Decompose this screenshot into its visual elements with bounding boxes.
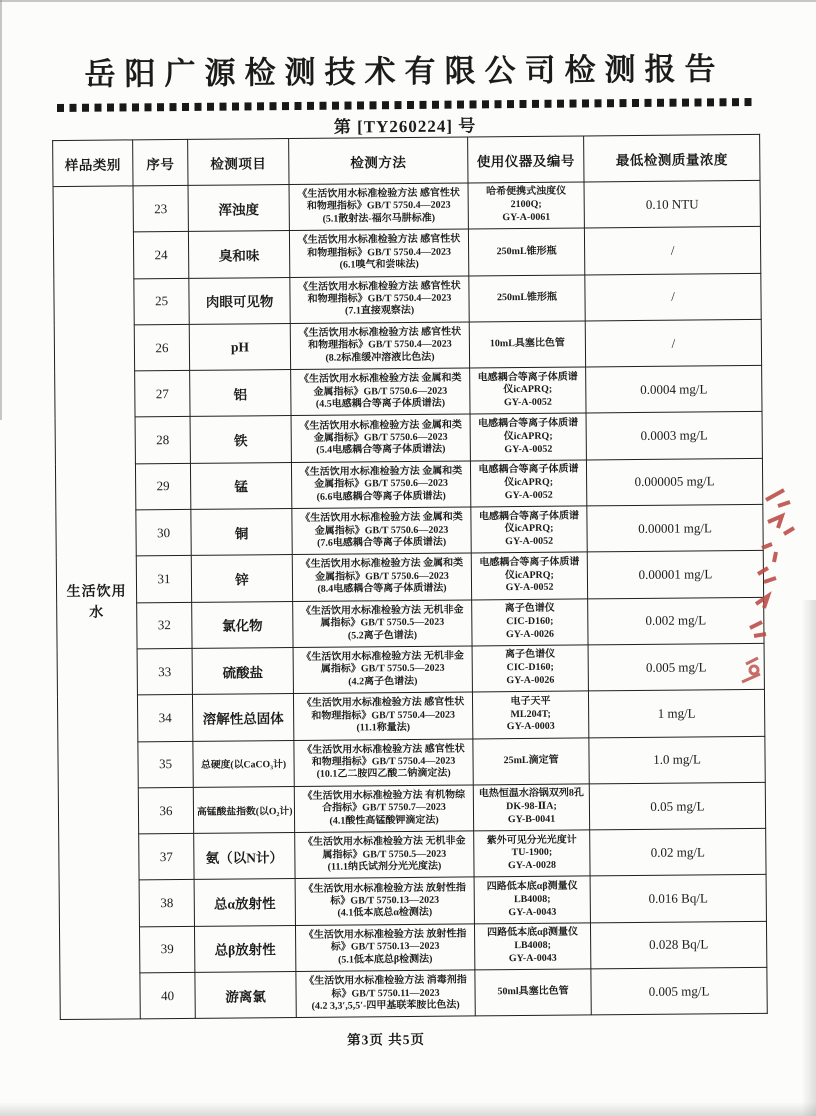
- instrument-cell: [468, 182, 584, 229]
- method-cell: [292, 553, 471, 601]
- method-text: 《生活饮用水标准检验方法 感官性状和物理指标》GB/T 5750.4—2023: [297, 233, 461, 259]
- method-text: 《生活饮用水标准检验方法 无机非金属指标》GB/T 5750.5—2023: [302, 835, 466, 861]
- method-cell: [289, 229, 468, 277]
- seq-cell: 33: [137, 648, 192, 695]
- limit-cell: 0.016 Bq/L: [590, 875, 766, 923]
- report-title: 岳阳广源检测技术有限公司检测报告: [84, 51, 725, 92]
- limit-cell: 0.0004 mg/L: [586, 366, 762, 414]
- instrument-line: GY-A-0052: [504, 443, 553, 455]
- limit-cell: 1 mg/L: [588, 690, 764, 738]
- instrument-line: 电感耦合等离子体质谱仪icAPRQ;: [479, 556, 580, 581]
- limit-cell: 0.005 mg/L: [591, 967, 767, 1015]
- table-row: [58, 782, 765, 834]
- limit-cell: 0.02 mg/L: [590, 829, 766, 877]
- method-cell: [290, 322, 469, 370]
- method-clause: (5.4电感耦合等离子体质谱法): [316, 444, 446, 457]
- instrument-cell: [472, 599, 588, 646]
- method-text: 《生活饮用水标准检验方法 无机非金属指标》GB/T 5750.5—2023: [301, 650, 464, 676]
- col-header-item: 检测项目: [188, 139, 289, 186]
- instrument-line: LB4008;: [513, 893, 551, 905]
- method-text: 《生活饮用水标准检验方法 无机非金属指标》GB/T 5750.5—2023: [300, 604, 464, 629]
- table-row: [57, 597, 764, 649]
- table-row: [55, 366, 762, 418]
- method-clause: (4.2离子色谱法): [348, 675, 418, 688]
- method-text: 《生活饮用水标准检验方法 放射性指标》GB/T 5750.13—2023: [303, 882, 466, 907]
- seq-cell: 26: [134, 324, 189, 371]
- instrument-line: GY-A-0028: [507, 859, 556, 872]
- instrument-cell: [471, 506, 587, 553]
- col-header-instrument: 使用仪器及编号: [468, 136, 584, 183]
- item-cell: 锌: [191, 555, 292, 602]
- seq-cell: 39: [139, 926, 194, 973]
- instrument-cell: [470, 413, 586, 460]
- method-text: 《生活饮用水标准检验方法 金属和类金属指标》GB/T 5750.6—2023: [300, 511, 463, 537]
- seq-cell: 36: [138, 787, 193, 834]
- instrument-cell: [470, 460, 586, 507]
- table-row: [59, 921, 766, 973]
- limit-cell: 0.05 mg/L: [589, 782, 765, 830]
- method-clause: (4.5电感耦合等离子体质谱法): [315, 397, 446, 410]
- item-cell: 氯化物: [192, 601, 293, 648]
- item-cell: 锰: [190, 462, 291, 509]
- instrument-line: 10mL具塞比色管: [489, 337, 565, 350]
- limit-cell: 0.00001 mg/L: [587, 551, 763, 599]
- item-cell: 肉眼可见物: [189, 277, 290, 324]
- method-cell: [289, 183, 468, 231]
- instrument-line: GY-A-0052: [503, 396, 552, 409]
- item-cell: 溶解性总固体: [192, 694, 293, 741]
- scan-shadow-bottom: [0, 1102, 816, 1116]
- method-clause: (10.1乙二胺四乙酸二钠滴定法): [316, 768, 451, 781]
- method-text: 《生活饮用水标准检验方法 消毒剂指标》GB/T 5750.11—2023: [304, 974, 467, 1000]
- instrument-line: GY-A-0003: [506, 721, 555, 733]
- item-cell: 硫酸盐: [192, 647, 293, 694]
- item-cell: 游离氯: [195, 972, 296, 1019]
- method-text: 《生活饮用水标准检验方法 感官性状和物理指标》GB/T 5750.4—2023: [301, 696, 465, 722]
- method-text: 《生活饮用水标准检验方法 放射性指标》GB/T 5750.13—2023: [303, 928, 467, 953]
- instrument-cell: [472, 691, 588, 738]
- page-footer: 第3页 共5页: [346, 1031, 425, 1048]
- method-cell: [294, 739, 473, 787]
- instrument-line: 25mL滴定管: [503, 754, 559, 766]
- item-cell: 氨（以N计）: [194, 833, 295, 880]
- table-row: [57, 690, 764, 742]
- limit-cell: 0.028 Bq/L: [590, 921, 766, 969]
- method-cell: [296, 970, 475, 1018]
- method-clause: (7.6电感耦合等离子体质谱法): [317, 536, 447, 549]
- limit-cell: 0.005 mg/L: [588, 643, 764, 691]
- instrument-line: 电感耦合等离子体质谱仪icAPRQ;: [478, 510, 579, 535]
- instrument-line: GY-A-0052: [505, 535, 554, 548]
- instrument-cell: [474, 830, 590, 877]
- method-cell: [293, 646, 472, 694]
- seq-cell: 34: [137, 695, 192, 742]
- instrument-cell: [471, 552, 587, 599]
- instrument-line: ML204T;: [510, 708, 551, 720]
- instrument-cell: [468, 228, 584, 275]
- method-cell: [293, 692, 472, 740]
- table-row: [56, 504, 763, 556]
- seq-cell: 30: [136, 509, 191, 556]
- table-row: [55, 458, 762, 510]
- instrument-cell: [474, 923, 590, 970]
- table-row: [56, 551, 763, 603]
- seq-cell: 32: [137, 602, 192, 649]
- instrument-line: GY-A-0052: [505, 582, 554, 594]
- method-text: 《生活饮用水标准检验方法 金属和类金属指标》GB/T 5750.6—2023: [300, 557, 464, 583]
- method-cell: [291, 461, 470, 509]
- table-row: [54, 273, 761, 325]
- instrument-cell: [472, 645, 588, 692]
- item-cell: 浑浊度: [188, 185, 289, 232]
- method-text: 《生活饮用水标准检验方法 感官性状和物理指标》GB/T 5750.4—2023: [298, 280, 461, 305]
- item-cell: pH: [189, 323, 290, 370]
- instrument-line: 紫外可见分光光度计: [486, 834, 577, 846]
- table-row: [58, 736, 765, 788]
- table-row: [53, 227, 760, 279]
- item-cell: 总硬度(以CaCO₃计): [193, 740, 294, 787]
- method-cell: [291, 368, 470, 416]
- method-text: 《生活饮用水标准检验方法 金属和类金属指标》GB/T 5750.6—2023: [298, 372, 462, 398]
- instrument-cell: [475, 969, 591, 1016]
- method-clause: (5.1散射法-福尔马肼标准): [322, 212, 436, 225]
- item-cell: 铝: [190, 370, 291, 417]
- method-cell: [291, 414, 470, 462]
- table-row: [60, 967, 767, 1019]
- report-number: 第 [TY260224] 号: [333, 116, 477, 137]
- instrument-line: GY-A-0026: [505, 628, 554, 640]
- item-cell: 臭和味: [188, 231, 289, 278]
- table-row: [55, 412, 762, 464]
- method-clause: (11.1纳氏试剂分光光度法): [327, 860, 442, 873]
- table-row: [53, 180, 760, 232]
- table-row: [59, 829, 766, 881]
- method-cell: [294, 785, 473, 833]
- item-cell: 总α放射性: [194, 879, 295, 926]
- table-row: [54, 319, 761, 371]
- item-cell: 铁: [190, 416, 291, 463]
- method-cell: [295, 924, 474, 972]
- sample-category-cell: 生活饮用水: [53, 186, 140, 1020]
- limit-cell: 0.00001 mg/L: [587, 504, 763, 552]
- instrument-line: TU-1900;: [511, 847, 553, 859]
- method-clause: (6.1嗅气和尝味法): [339, 259, 419, 271]
- col-header-detection-limit: 最低检测质量浓度: [584, 134, 760, 182]
- method-cell: [295, 877, 474, 925]
- col-header-seq: 序号: [133, 139, 188, 185]
- limit-cell: /: [585, 273, 761, 321]
- item-cell: 铜: [191, 509, 292, 556]
- instrument-cell: [469, 321, 585, 368]
- table-row: [59, 875, 766, 927]
- instrument-cell: [470, 367, 586, 414]
- instrument-line: DK-98-ⅡA;: [506, 800, 557, 813]
- instrument-line: GY-A-0026: [506, 674, 555, 687]
- item-cell: 总β放射性: [194, 925, 295, 972]
- instrument-line: GY-A-0043: [508, 906, 557, 918]
- method-text: 《生活饮用水标准检验方法 感官性状和物理指标》GB/T 5750.4—2023: [302, 743, 465, 768]
- test-items-table: [52, 134, 768, 1020]
- seq-cell: 29: [135, 463, 190, 510]
- limit-cell: 0.002 mg/L: [588, 597, 764, 645]
- seq-cell: 37: [139, 834, 194, 881]
- method-clause: (4.2 3,3′,5,5′-四甲基联苯胺比色法): [311, 999, 460, 1012]
- limit-cell: 0.10 NTU: [584, 180, 760, 228]
- method-clause: (6.6电感耦合等离子体质谱法): [316, 490, 446, 503]
- instrument-line: 电感耦合等离子体质谱仪icAPRQ;: [478, 417, 579, 442]
- method-clause: (4.1酸性高锰酸钾滴定法): [329, 814, 439, 827]
- method-clause: (5.2离子色谱法): [347, 629, 418, 642]
- method-cell: [292, 507, 471, 555]
- method-text: 《生活饮用水标准检验方法 金属和类金属指标》GB/T 5750.6—2023: [299, 419, 462, 444]
- method-clause: (4.1低本底总α检测法): [337, 907, 433, 919]
- instrument-line: LB4008;: [514, 939, 552, 952]
- method-text: 《生活饮用水标准检验方法 金属和类金属指标》GB/T 5750.6—2023: [299, 465, 463, 491]
- limit-cell: 1.0 mg/L: [589, 736, 765, 784]
- instrument-cell: [473, 784, 589, 831]
- seq-cell: 35: [138, 741, 193, 788]
- method-clause: (8.4电感耦合等离子体质谱法): [317, 582, 447, 596]
- instrument-cell: [474, 876, 590, 923]
- limit-cell: /: [584, 227, 760, 275]
- instrument-line: CIC-D160;: [506, 661, 554, 674]
- instrument-line: GY-B-0041: [507, 813, 556, 826]
- table-header-row: [53, 134, 760, 186]
- instrument-line: GY-A-0061: [502, 211, 551, 224]
- seq-cell: 38: [139, 880, 194, 927]
- scan-shadow-right: [802, 600, 816, 1116]
- seq-cell: 24: [133, 232, 188, 279]
- scan-edge-left: [0, 0, 2, 420]
- instrument-line: 电感耦合等离子体质谱仪icAPRQ;: [477, 371, 578, 396]
- instrument-line: GY-A-0052: [504, 489, 553, 501]
- instrument-line: 四路低本底αβ测量仪: [486, 880, 578, 893]
- seq-cell: 25: [134, 278, 189, 325]
- instrument-cell: [469, 275, 585, 322]
- seq-cell: 23: [133, 185, 188, 232]
- instrument-line: 2100Q;: [510, 199, 542, 211]
- seq-cell: 40: [140, 972, 195, 1019]
- instrument-line: 四路低本底αβ测量仪: [487, 926, 579, 939]
- instrument-line: 电感耦合等离子体质谱仪icAPRQ;: [478, 463, 579, 489]
- method-text: 《生活饮用水标准检验方法 有机物综合指标》GB/T 5750.7—2023: [302, 789, 466, 815]
- instrument-cell: [473, 737, 589, 784]
- instrument-line: 电子天平: [510, 695, 551, 707]
- instrument-line: 哈希便携式浊度仪: [486, 186, 567, 198]
- method-clause: (11.1称量法): [356, 722, 411, 734]
- instrument-line: 离子色谱仪: [504, 602, 555, 615]
- table-row: [57, 643, 764, 695]
- method-clause: (5.1低本底总β检测法): [338, 953, 433, 966]
- limit-cell: 0.0003 mg/L: [586, 412, 762, 460]
- instrument-line: 电热恒温水浴锅双列8孔: [478, 787, 584, 800]
- item-cell: 高锰酸盐指数(以O₂计): [193, 786, 294, 833]
- method-text: 《生活饮用水标准检验方法 感官性状和物理指标》GB/T 5750.4—2023: [297, 187, 460, 213]
- seq-cell: 28: [135, 417, 190, 464]
- limit-cell: /: [585, 319, 761, 367]
- col-header-method: 检测方法: [289, 137, 468, 185]
- seq-cell: 27: [135, 371, 190, 418]
- instrument-line: 250mL锥形瓶: [496, 245, 557, 257]
- instrument-line: 离子色谱仪: [505, 649, 556, 661]
- instrument-line: CIC-D160;: [506, 615, 554, 628]
- method-cell: [295, 831, 474, 879]
- instrument-line: 50ml具塞比色管: [497, 985, 569, 998]
- scan-edge-top: [0, 0, 816, 2]
- instrument-line: GY-A-0043: [508, 952, 557, 964]
- limit-cell: 0.000005 mg/L: [586, 458, 762, 506]
- method-cell: [290, 276, 469, 324]
- method-clause: (8.2标准缓冲溶液比色法): [325, 351, 435, 364]
- seq-cell: 31: [136, 556, 191, 603]
- instrument-line: 250mL锥形瓶: [496, 291, 558, 304]
- col-header-sample-category: 样品类别: [53, 140, 133, 187]
- method-text: 《生活饮用水标准检验方法 感官性状和物理指标》GB/T 5750.4—2023: [298, 326, 462, 352]
- method-cell: [293, 600, 472, 648]
- method-clause: (7.1直接观察法): [344, 305, 415, 317]
